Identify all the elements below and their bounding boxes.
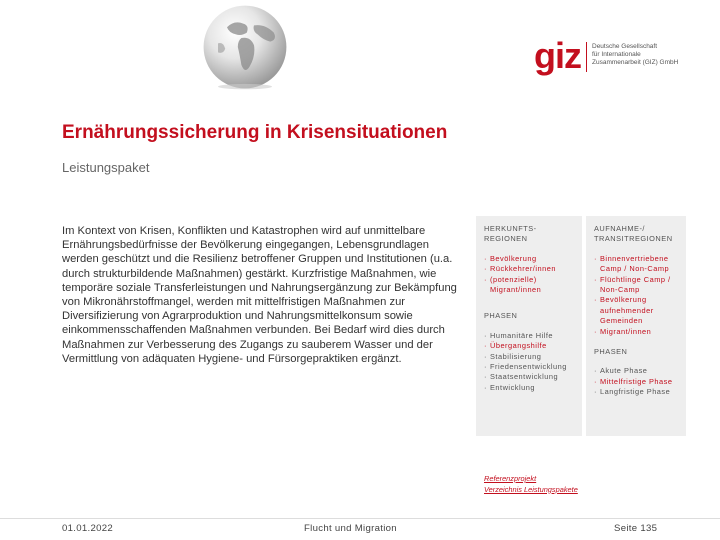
list-item: · Mittelfristige Phase	[594, 377, 680, 387]
origin-regions-panel	[476, 216, 582, 436]
logo-line-1: Deutsche Gesellschaft	[592, 43, 658, 50]
logo-line-3: Zusammenarbeit (GIZ) GmbH	[592, 59, 679, 66]
list-item: · Bevölkerung	[484, 254, 576, 264]
origin-phases-list	[484, 331, 576, 393]
transit-phases-list	[594, 366, 680, 397]
origin-phases-heading: PHASEN	[484, 311, 518, 321]
globe-icon	[200, 2, 290, 92]
list-item: · Stabilisierung	[484, 352, 576, 362]
list-item: · Friedensentwicklung	[484, 362, 576, 372]
list-item: · Entwicklung	[484, 383, 576, 393]
origin-regions-heading: HERKUNFTS-REGIONEN	[484, 224, 537, 244]
giz-logo	[534, 35, 679, 78]
footer-date: 01.01.2022	[62, 523, 114, 534]
footer-page-number: Seite 135	[614, 523, 658, 534]
transit-phases-heading: PHASEN	[594, 347, 628, 357]
list-item: · Binnenvertriebene Camp / Non-Camp	[594, 254, 680, 275]
logo-separator	[586, 42, 587, 72]
list-item: · Staatsentwicklung	[484, 372, 576, 382]
list-item: · Migrant/innen	[594, 327, 680, 337]
transit-regions-heading: AUFNAHME-/ TRANSITREGIONEN	[594, 224, 673, 244]
package-directory-link[interactable]: Verzeichnis Leistungspakete	[484, 484, 578, 494]
transit-groups-list	[594, 254, 680, 337]
list-item: · Übergangshilfe	[484, 341, 576, 351]
reference-project-link[interactable]: Referenzprojekt	[484, 474, 537, 483]
origin-groups-list	[484, 254, 576, 296]
footer-divider	[0, 518, 720, 519]
list-item: · Flüchtlinge Camp / Non-Camp	[594, 275, 680, 296]
transit-regions-panel	[586, 216, 686, 436]
list-item: · Akute Phase	[594, 366, 680, 376]
body-text: Im Kontext von Krisen, Konflikten und Katastrophen wird auf unmittelbare Ernährungsbedürfnisse der Bevölkerung eingegangen, Lebensgrundlagen werden geschützt und die Resilienz betroffener Gruppen und Institutionen (u.a. durch strukturbildende Maßnahmen) gestärkt. Kurzfristige Maßnahmen, wie temporäre soziale Transferleistungen und Nahrungsergänzung zur Bekämpfung von Mikronährstoffmangel, werden mit mittelfristigen Maßnahmen zur Diversifizierung von Agrarproduktion und Nahrungsmittelkonsum sowie einkommensschaffenden Maßnahmen verbunden. Bei Bedarf wird dies durch Maßnahmen zur Verbesserung des Zugangs zu sauberem Wasser und der Vermittlung von adäquaten Hygiene- und Fürsorgepraktiken ergänzt.	[62, 225, 457, 365]
footer-topic: Flucht und Migration	[304, 523, 397, 534]
page-title: Ernährungssicherung in Krisensituationen	[62, 122, 448, 143]
list-item: · Bevölkerung aufnehmender Gemeinden	[594, 295, 680, 326]
list-item: · Rückkehrer/innen	[484, 264, 576, 274]
logo-line-2: für Internationale	[592, 51, 641, 58]
links-block	[484, 474, 578, 495]
giz-logo-mark: giz	[534, 35, 581, 76]
giz-logo-text	[592, 43, 678, 67]
list-item: · Langfristige Phase	[594, 387, 680, 397]
list-item: · Humanitäre Hilfe	[484, 331, 576, 341]
list-item: · (potenzielle) Migrant/innen	[484, 275, 576, 296]
page-subtitle: Leistungspaket	[62, 160, 150, 175]
